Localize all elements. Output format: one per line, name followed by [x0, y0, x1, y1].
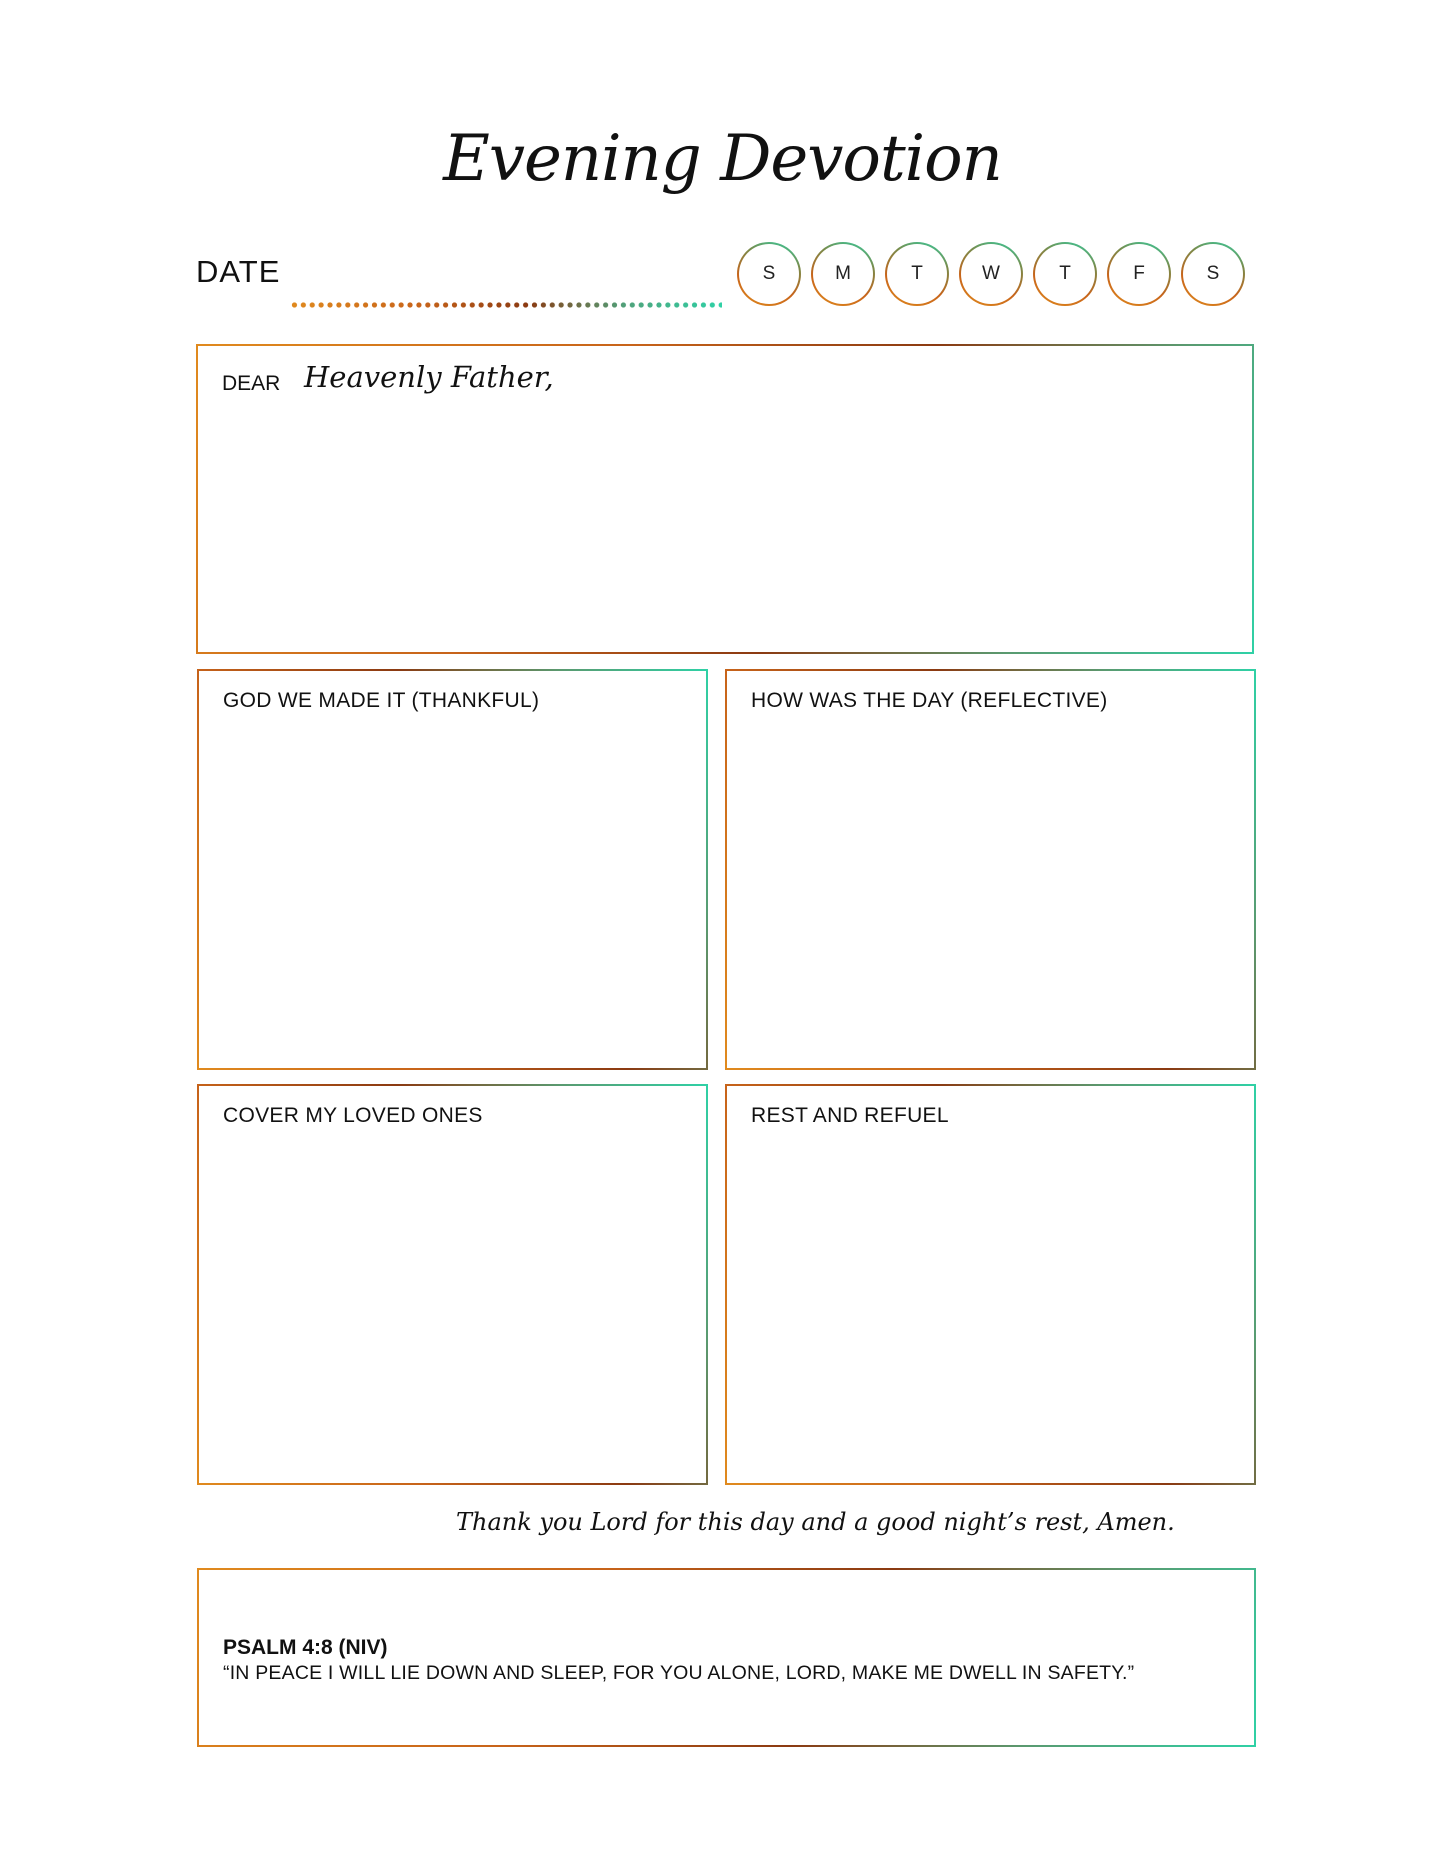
- day-circle-thursday[interactable]: [1033, 242, 1097, 306]
- page-title: Evening Devotion: [443, 122, 1002, 196]
- day-label: M: [813, 244, 873, 304]
- day-label: W: [961, 244, 1021, 304]
- reflective-box[interactable]: [725, 669, 1256, 1070]
- day-label: T: [1035, 244, 1095, 304]
- dear-box[interactable]: [196, 344, 1254, 654]
- day-label: T: [887, 244, 947, 304]
- date-input-line[interactable]: [290, 302, 722, 308]
- dear-salutation: Heavenly Father,: [304, 360, 554, 394]
- day-circle-friday[interactable]: [1107, 242, 1171, 306]
- reflective-label: HOW WAS THE DAY (REFLECTIVE): [751, 689, 1108, 712]
- closing-prayer: Thank you Lord for this day and a good night’s rest, Amen.: [456, 1508, 1175, 1536]
- rest-box[interactable]: [725, 1084, 1256, 1485]
- day-label: S: [739, 244, 799, 304]
- loved-ones-box[interactable]: [197, 1084, 708, 1485]
- dear-label: DEAR: [222, 372, 281, 395]
- day-label: F: [1109, 244, 1169, 304]
- day-circle-wednesday[interactable]: [959, 242, 1023, 306]
- thankful-box[interactable]: [197, 669, 708, 1070]
- verse-box: [197, 1568, 1256, 1747]
- day-circle-tuesday[interactable]: [885, 242, 949, 306]
- loved-ones-label: COVER MY LOVED ONES: [223, 1104, 483, 1127]
- date-label: DATE: [196, 254, 281, 289]
- rest-label: REST AND REFUEL: [751, 1104, 949, 1127]
- thankful-label: GOD WE MADE IT (THANKFUL): [223, 689, 540, 712]
- day-label: S: [1183, 244, 1243, 304]
- verse-reference: PSALM 4:8 (NIV): [223, 1636, 388, 1659]
- day-circle-monday[interactable]: [811, 242, 875, 306]
- verse-text: “IN PEACE I WILL LIE DOWN AND SLEEP, FOR YOU ALONE, LORD, MAKE ME DWELL IN SAFETY.”: [223, 1662, 1135, 1684]
- day-circle-sunday[interactable]: [737, 242, 801, 306]
- day-circle-saturday[interactable]: [1181, 242, 1245, 306]
